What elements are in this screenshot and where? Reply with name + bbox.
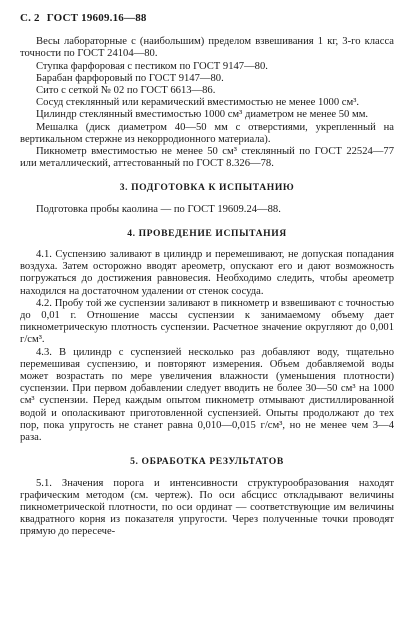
equipment-item: Сосуд стеклянный или керамический вместимостью не менее 1000 см³. — [36, 97, 360, 109]
page-header — [20, 12, 394, 24]
equipment-list — [20, 36, 394, 170]
equipment-item: Пикнометр вместимостью не менее 50 см³ стеклянный по ГОСТ 22524—77 или металлический, аттестованный по ГОСТ 8.326—78. — [20, 146, 394, 170]
equipment-item: Барабан фарфоровый по ГОСТ 9147—80. — [36, 72, 224, 84]
section-title: 5. ОБРАБОТКА РЕЗУЛЬТАТОВ — [130, 456, 284, 468]
section-paragraph: Подготовка пробы каолина — по ГОСТ 19609.24—88. — [36, 203, 281, 215]
document-page — [20, 12, 394, 539]
section-paragraph: 4.3. В цилиндр с суспензией несколько раз добавляют воду, тщательно перемешивая суспензию, и повторяют измерения. Объем добавляемой воды может возрастать по мере увеличения влажности (уменьшения плотности) суспензии. При первом добавлении следует вводить не более 30—50 см³ на 1000 см³ суспензии. Перед каждым опытом пикнометр отмывают дистиллированной водой и ополаскивают приготовленной суспензией. Опыты продолжают до тех пор, пока упругость не станет равна 0,010—0,015 г/см³, но не менее чем 3—4 раза. — [20, 346, 394, 444]
standard-number: ГОСТ 19609.16—88 — [46, 12, 147, 24]
page-number: С. 2 — [20, 12, 40, 24]
section-title: 4. ПРОВЕДЕНИЕ ИСПЫТАНИЯ — [127, 227, 287, 239]
equipment-item: Сито с сеткой № 02 по ГОСТ 6613—86. — [36, 85, 216, 97]
equipment-item: Весы лабораторные с (наибольшим) пределом взвешивания 1 кг, 3-го класса точности по ГОСТ 24104—80. — [20, 36, 394, 60]
equipment-item: Ступка фарфоровая с пестиком по ГОСТ 9147—80. — [36, 60, 268, 72]
equipment-item: Цилиндр стеклянный вместимостью 1000 см³ диаметром не менее 50 мм. — [36, 109, 369, 121]
section-title: 3. ПОДГОТОВКА К ИСПЫТАНИЮ — [119, 182, 295, 194]
equipment-item: Мешалка (диск диаметром 40—50 мм с отверстиями, укрепленный на вертикальном стержне из некорродионного материала). — [20, 121, 394, 145]
section-paragraph: 4.2. Пробу той же суспензии заливают в пикнометр и взвешивают с точностью до 0,01 г. Отношение массы суспензии к занимаемому объему дает пикнометрическую плотность суспензии. Расчетное значение округляют до 0,001 г/см³. — [20, 297, 394, 346]
section-paragraph: 4.1. Суспензию заливают в цилиндр и перемешивают, не допуская попадания воздуха. Затем осторожно вводят ареометр, опускают его и дают возможность погружаться до достижения равновесия. Необходимо следить, чтобы ареометр находился на достаточном удалении от стенок сосуда. — [20, 249, 394, 297]
section-paragraph: 5.1. Значения порога и интенсивности структурообразования находят графическим методом (см. чертеж). По оси абсцисс откладывают величины пикнометрической плотности, по оси ординат — соответствующие им величины квадратного корня из показателя упругости. Через полученные точки проводят прямую до пересече- — [20, 477, 394, 538]
